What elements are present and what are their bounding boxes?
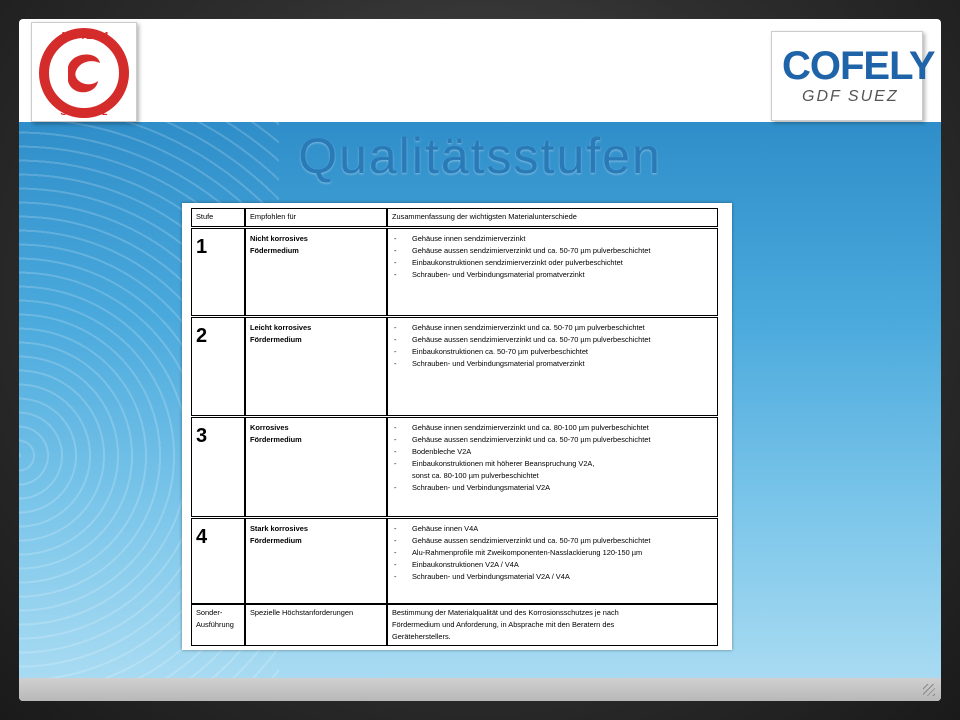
table-row xyxy=(191,317,718,416)
table-row xyxy=(191,518,718,604)
material-item: - Schrauben- und Verbindungsmaterial V2A / V4A xyxy=(392,571,713,583)
material-item: - Gehäuse aussen sendzimierverzinkt und ca. 50-70 µm pulverbeschichtet xyxy=(392,535,713,547)
material-item: - Gehäuse innen V4A xyxy=(392,523,713,535)
slide xyxy=(19,19,941,701)
sonder-stufe-line: Ausführung xyxy=(196,620,234,629)
table-row xyxy=(191,417,718,517)
table-header-row xyxy=(191,208,718,227)
material-item-continuation: sonst ca. 80-100 µm pulverbeschichtet xyxy=(412,471,539,480)
material-item: - Einbaukonstruktionen V2A / V4A xyxy=(392,559,713,571)
material-list xyxy=(392,322,713,370)
sonder-stufe-line: Sonder- xyxy=(196,608,223,617)
sonder-text-line: Fördermedium und Anforderung, in Absprache mit den Beratern des xyxy=(392,620,615,629)
sonder-text-line: Geräteherstellers. xyxy=(392,632,451,641)
table-row-sonder xyxy=(191,604,718,646)
material-item: - Gehäuse innen sendzimierverzinkt und ca. 50-70 µm pulverbeschichtet xyxy=(392,322,713,334)
empfohlen-line: Leicht korrosives xyxy=(250,323,312,332)
stufe-number: 1 xyxy=(196,236,208,258)
material-item: - Alu-Rahmenprofile mit Zweikomponenten-Nasslackierung 120-150 µm xyxy=(392,547,713,559)
material-list xyxy=(392,523,713,583)
empfohlen-line: Korrosives xyxy=(250,423,289,432)
material-list xyxy=(392,233,713,281)
sonder-text-line: Bestimmung der Materialqualität und des Korrosionsschutzes je nach xyxy=(392,608,619,617)
empfohlen-line: Fördermedium xyxy=(250,435,302,444)
air-team-logo-icon xyxy=(32,23,136,121)
empfohlen-line: Fördermedium xyxy=(250,536,302,545)
header-zusammenfassung: Zusammenfassung der wichtigsten Materialunterschiede xyxy=(387,208,718,227)
material-item: - Einbaukonstruktionen sendzimierverzinkt oder pulverbeschichtet xyxy=(392,257,713,269)
material-item: - Bodenbleche V2A xyxy=(392,446,713,458)
stufe-number: 2 xyxy=(196,325,208,347)
air-team-logo xyxy=(31,22,137,122)
header-stufe: Stufe xyxy=(191,208,245,227)
sonder-empfohlen: Spezielle Höchstanforderungen xyxy=(245,604,387,646)
quality-table xyxy=(191,208,718,646)
material-list xyxy=(392,422,713,494)
slide-title: Qualitätsstufen xyxy=(298,128,662,184)
material-item: - Gehäuse aussen sendzimierverzinkt und ca. 50-70 µm pulverbeschichtet xyxy=(392,334,713,346)
stufe-number: 4 xyxy=(196,526,208,548)
cofely-logo xyxy=(771,31,935,121)
material-item: - Schrauben- und Verbindungsmaterial promatverzinkt xyxy=(392,358,713,370)
quality-table-image xyxy=(182,203,732,650)
empfohlen-line: Födermedium xyxy=(250,246,299,255)
material-item: - Einbaukonstruktionen ca. 50-70 µm pulverbeschichtet xyxy=(392,346,713,358)
material-item: - Schrauben- und Verbindungsmaterial promatverzinkt xyxy=(392,269,713,281)
air-team-logo-bottom-text: SEIT 1972 xyxy=(60,107,108,118)
empfohlen-line: Nicht korrosives xyxy=(250,234,308,243)
header-empfohlen: Empfohlen für xyxy=(245,208,387,227)
material-item: - Gehäuse innen sendzimierverzinkt xyxy=(392,233,713,245)
gdf-suez-text: GDF SUEZ xyxy=(802,88,899,105)
empfohlen-line: Fördermedium xyxy=(250,335,302,344)
bottom-bar xyxy=(19,678,941,701)
empfohlen-line: Stark korrosives xyxy=(250,524,308,533)
resize-grip-icon[interactable] xyxy=(923,684,935,696)
material-item: - Gehäuse aussen sendzimierverzinkt und ca. 50-70 µm pulverbeschichtet xyxy=(392,434,713,446)
material-item: - Einbaukonstruktionen mit höherer Beanspruchung V2A, xyxy=(392,458,713,470)
stufe-number: 3 xyxy=(196,425,208,447)
cofely-brand-text: COFELY xyxy=(782,44,935,88)
material-item: - Gehäuse aussen sendzimierverzinkt und ca. 50-70 µm pulverbeschichtet xyxy=(392,245,713,257)
material-item: - Schrauben- und Verbindungsmaterial V2A xyxy=(392,482,713,494)
table-row xyxy=(191,228,718,316)
air-team-logo-top-text: AIR TEAM xyxy=(59,31,109,42)
material-item: - Gehäuse innen sendzimierverzinkt und ca. 80-100 µm pulverbeschichtet xyxy=(392,422,713,434)
